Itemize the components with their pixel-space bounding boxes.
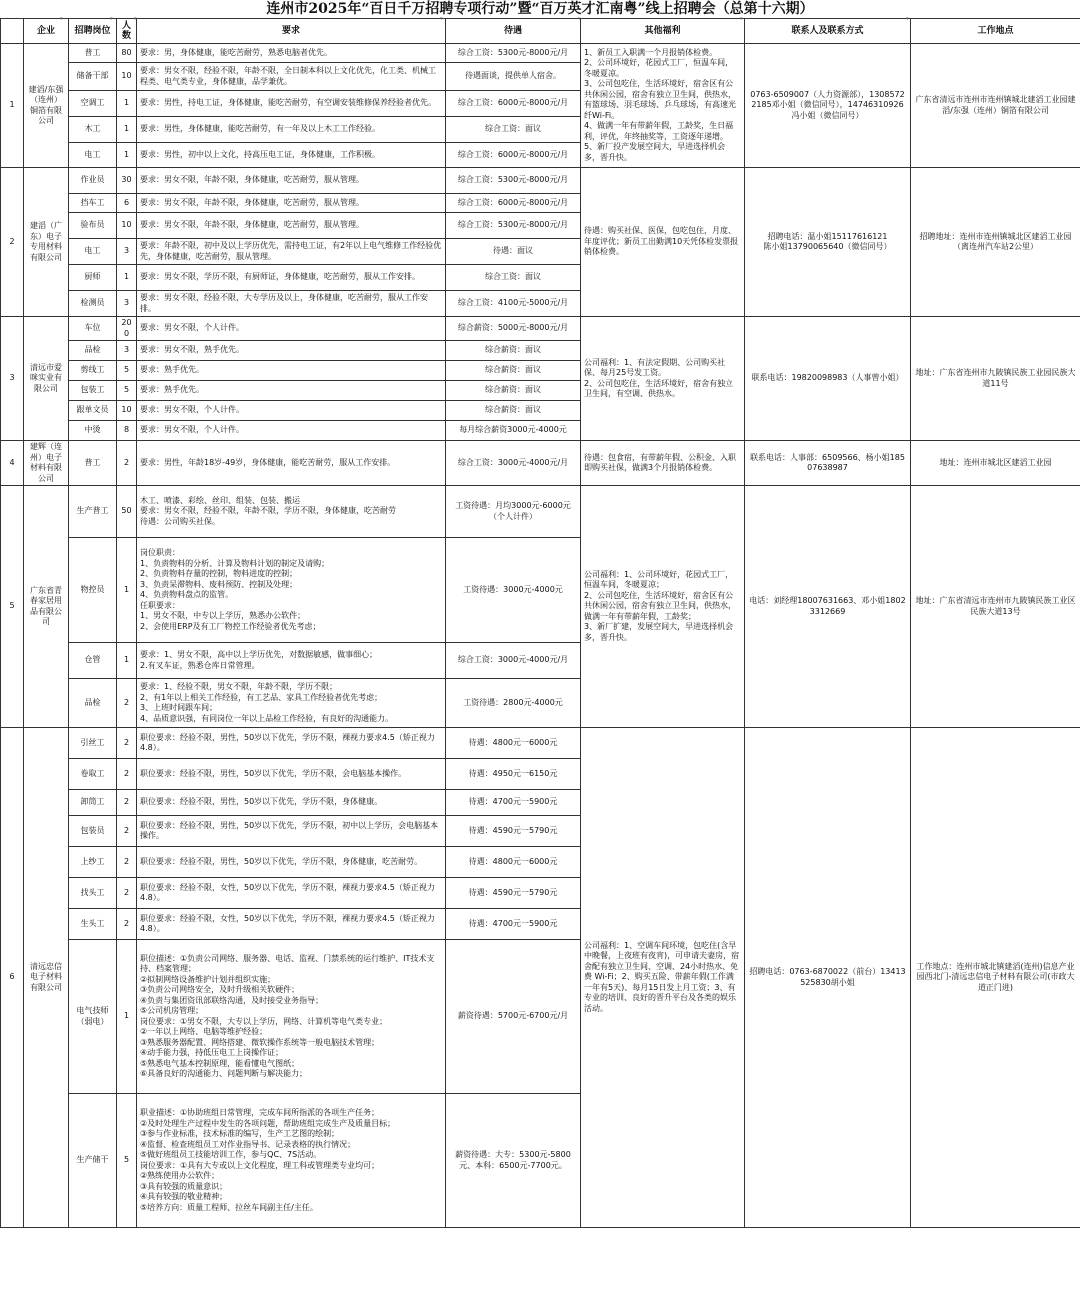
job-requirements: 要求：男女不限，个人计件。: [137, 421, 446, 441]
job-position: 检测员: [69, 291, 117, 317]
table-row: [1, 441, 1080, 486]
job-requirements: 职位要求：经验不限，男性，50岁以下优先，学历不限，身体健康，吃苦耐劳。: [137, 847, 446, 878]
job-position: 生产普工: [69, 486, 117, 538]
job-requirements: 要求：男女不限，年龄不限，身体健康，吃苦耐劳，服从管理。: [137, 194, 446, 213]
job-count: 2: [117, 816, 137, 847]
job-count: 5: [117, 1094, 137, 1228]
header-count: 人数: [117, 19, 137, 44]
table-row: [1, 317, 1080, 341]
job-pay: 综合工资：3000元-4000元/月: [446, 441, 581, 486]
job-count: 10: [117, 63, 137, 91]
filter-marker-icon[interactable]: ▾: [134, 16, 137, 22]
job-pay: 综合工资：6000元-8000元/月: [446, 143, 581, 168]
job-position: 验布员: [69, 213, 117, 239]
job-count: 3: [117, 291, 137, 317]
job-position: 空调工: [69, 91, 117, 117]
job-count: 2: [117, 790, 137, 816]
company-benefits: 待遇：包食宿，有带薪年假、公积金、入职即购买社保，做满3个月报销体检费。: [581, 441, 745, 486]
job-count: 2: [117, 728, 137, 759]
job-position: 卷取工: [69, 759, 117, 790]
job-count: 1: [117, 91, 137, 117]
job-pay: 工资待遇：月均3000元-6000元（个人计件）: [446, 486, 581, 538]
job-position: 包装员: [69, 816, 117, 847]
job-count: 2: [117, 878, 137, 909]
job-requirements: 木工、喷漆、彩绘、丝印、组装、包装、搬运 要求：男女不限，经验不限，年龄不限，学历不限，身体健康，吃苦耐劳 待遇：公司购买社保。: [137, 486, 446, 538]
job-pay: 待遇：4800元一6000元: [446, 728, 581, 759]
job-position: 包装工: [69, 381, 117, 401]
filter-marker-icon[interactable]: ▾: [440, 16, 443, 22]
job-count: 50: [117, 486, 137, 538]
company-name: 清远市爱咪实业有限公司: [24, 317, 69, 441]
job-position: 仓管: [69, 643, 117, 679]
job-pay: 综合工资：5300元-8000元/月: [446, 168, 581, 194]
job-pay: 综合工资：6000元-8000元/月: [446, 194, 581, 213]
row-number: 1: [1, 44, 24, 168]
job-pay: 综合工资：3000元-4000元/月: [446, 643, 581, 679]
company-location: 工作地点：连州市城北镇建滔(连州)信息产业园西北门-清远忠信电子材料有限公司(市政大道正门进): [911, 728, 1080, 1228]
job-count: 1: [117, 538, 137, 643]
job-count: 2: [117, 759, 137, 790]
job-requirements: 职位要求：经验不限，女性，50岁以下优先，学历不限，裸视力要求4.5（矫正视力4.8）。: [137, 909, 446, 940]
column-markers: [0, 10, 1080, 22]
job-requirements: 要求：年龄不限，初中及以上学历优先，需持电工证，有2年以上电气维修工作经验优先，身体健康，吃苦耐劳，服从管理。: [137, 239, 446, 265]
title-text: 连州市2025年“百日千万招聘专项行动”暨“百万英才汇南粤”线上招聘会（总第十六期）: [266, 1, 814, 17]
job-pay: 待遇：4700元一5900元: [446, 909, 581, 940]
job-requirements: 要求：男女不限，学历不限，有厨师证，身体健康，吃苦耐劳，服从工作安排。: [137, 265, 446, 291]
job-requirements: 职业描述：①协助班组日常管理，完成车间所指派的各项生产任务； ②及时处理生产过程中发生的各项问题，帮助班组完成生产及质量目标； ③参与作业标准，技术标准的编写，生产工艺图的绘制； ④监督、检查班组员工对作业指导书、记录表格的执行情况； ⑤做好班组员工技能培训工作，参与QC、7S活动。 岗位要求：①具有大专或以上文化程度，理工科或管理类专业均可； ②熟练使用办公软件； ③具有较强的质量意识； ④具有较强的敬业精神； ⑤培养方向：质量工程师、拉丝车间副主任/主任。: [137, 1094, 446, 1228]
job-requirements: 职位要求：经验不限，男性，50岁以下优先，学历不限，身体健康。: [137, 790, 446, 816]
header-position: 招聘岗位: [69, 19, 117, 44]
row-number: 4: [1, 441, 24, 486]
job-position: 引丝工: [69, 728, 117, 759]
job-requirements: 要求：男女不限，经验不限，年龄不限，全日制本科以上文化优先，化工类、机械工程类、电气类专业，身体健康，品学兼优。: [137, 63, 446, 91]
row-number: 3: [1, 317, 24, 441]
job-pay: 待遇：4950元一6150元: [446, 759, 581, 790]
job-position: 厨师: [69, 265, 117, 291]
job-position: 中烫: [69, 421, 117, 441]
job-requirements: 要求：男性，持电工证，身体健康，能吃苦耐劳，有空调安装维修保养经验者优先。: [137, 91, 446, 117]
job-position: 品检: [69, 341, 117, 361]
job-count: 5: [117, 361, 137, 381]
job-position: 木工: [69, 117, 117, 143]
company-contact: 联系电话：19820098983（人事曾小姐）: [745, 317, 911, 441]
job-pay: 薪资待遇：5700元-6700元/月: [446, 940, 581, 1094]
company-location: 广东省清远市连州市连州镇城北建滔工业园建滔/东强（连州）铜箔有限公司: [911, 44, 1080, 168]
company-location: 地址：广东省清远市连州市九陂镇民族工业区民族大道13号: [911, 486, 1080, 728]
header-benefits: 其他福利: [581, 19, 745, 44]
header-location: 工作地点: [911, 19, 1080, 44]
job-pay: 每月综合薪资3000元-4000元: [446, 421, 581, 441]
company-name: 建滔/东强（连州）铜箔有限公司: [24, 44, 69, 168]
job-position: 电气技师（弱电）: [69, 940, 117, 1094]
filter-marker-icon[interactable]: ▾: [740, 16, 743, 22]
job-pay: 综合薪资：面议: [446, 361, 581, 381]
job-pay: 待遇面谈，提供单人宿舍。: [446, 63, 581, 91]
table-row: [1, 44, 1080, 63]
company-contact: 联系电话：人事部：6509566、杨小姐18507638987: [745, 441, 911, 486]
job-requirements: 要求：男性，初中以上文化，持高压电工证，身体健康，工作积极。: [137, 143, 446, 168]
job-pay: 综合工资：5300元-8000元/月: [446, 44, 581, 63]
job-requirements: 要求：男性，身体健康，能吃苦耐劳，有一年及以上木工工作经验。: [137, 117, 446, 143]
job-position: 找头工: [69, 878, 117, 909]
job-count: 2: [117, 679, 137, 728]
job-count: 6: [117, 194, 137, 213]
filter-marker-icon[interactable]: ▾: [906, 16, 909, 22]
job-count: 10: [117, 401, 137, 421]
job-position: 跟单文员: [69, 401, 117, 421]
job-pay: 薪资待遇：大专：5300元-5800元、本科：6500元-7700元。: [446, 1094, 581, 1228]
job-requirements: 职位要求：经验不限，男性，50岁以下优先，学历不限，初中以上学历，会电脑基本操作。: [137, 816, 446, 847]
job-requirements: 职位要求：经验不限，男性，50岁以下优先，学历不限，会电脑基本操作。: [137, 759, 446, 790]
company-contact: 招聘电话：温小姐15117616121 陈小姐13790065640（微信同号）: [745, 168, 911, 317]
row-number: 2: [1, 168, 24, 317]
job-requirements: 要求：男女不限，年龄不限，身体健康，吃苦耐劳，服从管理。: [137, 168, 446, 194]
job-count: 1: [117, 940, 137, 1094]
job-pay: 待遇：4590元一5790元: [446, 816, 581, 847]
job-requirements: 职位要求：经验不限，男性，50岁以下优先，学历不限，裸视力要求4.5（矫正视力4.8）。: [137, 728, 446, 759]
job-pay: 待遇：4700元一5900元: [446, 790, 581, 816]
row-number: 5: [1, 486, 24, 728]
company-location: 招聘地址：连州市连州镇城北区建滔工业园 （离连州汽车站2公里）: [911, 168, 1080, 317]
table-row: [1, 486, 1080, 538]
header-pay: 待遇: [446, 19, 581, 44]
company-contact: 招聘电话：0763-6870022（前台）13413525830胡小姐: [745, 728, 911, 1228]
job-count: 80: [117, 44, 137, 63]
job-position: 剪线工: [69, 361, 117, 381]
job-count: 2: [117, 847, 137, 878]
company-name: 建滔（广东）电子专用材料有限公司: [24, 168, 69, 317]
page-title: [0, 0, 1080, 22]
filter-marker-icon[interactable]: ▾: [578, 16, 581, 22]
job-position: 普工: [69, 44, 117, 63]
job-position: 作业员: [69, 168, 117, 194]
header-company: 企业: [24, 19, 69, 44]
job-requirements: 岗位职责： 1、负责物料的分析、计算及物料计划的制定及请购； 2、负责物料存量的控制，物料进度的控制； 3、负责呆滞物料、废料预防、控制及处理； 4、负责物料盘点的监管。 任职要求： 1、男女不限，中专以上学历，熟悉办公软件； 2、会使用ERP及有工厂物控工作经验者优先考虑；: [137, 538, 446, 643]
job-pay: 工资待遇：3000元-4000元: [446, 538, 581, 643]
job-requirements: 要求：男女不限，个人计件。: [137, 317, 446, 341]
job-pay: 综合工资：4100元-5000元/月: [446, 291, 581, 317]
row-number: 6: [1, 728, 24, 1228]
header-contact: 联系人及联系方式: [745, 19, 911, 44]
job-position: 生产储干: [69, 1094, 117, 1228]
job-count: 1: [117, 643, 137, 679]
company-location: 地址：连州市城北区建滔工业园: [911, 441, 1080, 486]
company-benefits: 公司福利：1、空调车间环境，包吃住(含早中晚餐，上夜班有夜宵)，可申请夫妻房，宿舍配有独立卫生间、空调、24小时热水、免费 Wi-Fi；2、购买五险、带薪年假(工作满一年有5天)、每月15日发上月工资；3、有专业的培训、良好的晋升平台及各类的娱乐活动。: [581, 728, 745, 1228]
job-count: 3: [117, 341, 137, 361]
company-contact: 电话：刘经理18007631663、邓小姐18023312669: [745, 486, 911, 728]
job-requirements: 职位描述：①负责公司网络、服务器、电话、监视、门禁系统的运行维护、IT技术支持、档案管理； ②拟制网络设备维护计划并组织实施； ③负责公司网络安全，及时升级相关软硬件； ④负责与集团资讯部联络沟通，及时接受业务指导； ⑤公司机房管理； 岗位要求：①男女不限，大专以上学历，网络、计算机等电气类专业； ②一年以上网络、电脑等维护经验； ③熟悉服务器配置、网络搭建、微软操作系统等一般电脑技术管理； ④动手能力强，持低压电工上岗操作证； ⑤熟悉电气基本控制原理，能看懂电气图纸； ⑥具备良好的沟通能力、问题判断与解决能力；: [137, 940, 446, 1094]
job-requirements: 要求：男女不限，个人计件。: [137, 401, 446, 421]
job-count: 5: [117, 381, 137, 401]
job-position: 品检: [69, 679, 117, 728]
job-pay: 综合薪资：5000元-8000元/月: [446, 317, 581, 341]
company-contact: 0763-6509007（人力资源部），13085722185邓小姐（微信同号），14746310926冯小姐（微信同号）: [745, 44, 911, 168]
company-benefits: 1、新员工入职满一个月报销体检费。 2、公司环境好，花园式工厂，恒温车间，冬暖夏凉。 3、公司包吃住，生活环境好，宿舍区有公共休闲公园，宿舍有独立卫生间，供热水，有篮球场、羽毛球场、乒乓球场，有高速光纤Wi-Fi。 4、做满一年有带薪年假，工龄奖，生日福利，评优，年终抽奖等，工资逐年递增。 5、新厂投产发展空间大，早进选择机会多，晋升快。: [581, 44, 745, 168]
job-position: 电工: [69, 143, 117, 168]
job-pay: 工资待遇：2800元-4000元: [446, 679, 581, 728]
job-pay: 综合工资：6000元-8000元/月: [446, 91, 581, 117]
job-pay: 待遇：4800元一6000元: [446, 847, 581, 878]
job-position: 上纱工: [69, 847, 117, 878]
job-pay: 综合工资：5300元-8000元/月: [446, 213, 581, 239]
job-requirements: 要求：男女不限，经验不限，大专学历及以上，身体健康，吃苦耐劳，服从工作安排。: [137, 291, 446, 317]
job-position: 物控员: [69, 538, 117, 643]
header-row: [1, 19, 1080, 44]
job-pay: 综合薪资：面议: [446, 401, 581, 421]
job-requirements: 要求：男，身体健康，能吃苦耐劳，熟悉电脑者优先。: [137, 44, 446, 63]
job-position: 车位: [69, 317, 117, 341]
header-no: [1, 19, 24, 44]
company-name: 建辉（连州）电子材料有限公司: [24, 441, 69, 486]
job-position: 挡车工: [69, 194, 117, 213]
job-requirements: 要求：1、男女不限，高中以上学历优先，对数据敏感，做事细心； 2.有叉车证，熟悉仓库日常管理。: [137, 643, 446, 679]
job-count: 10: [117, 213, 137, 239]
company-benefits: 公司福利：1、公司环境好，花园式工厂，恒温车间，冬暖夏凉； 2、公司包吃住，生活环境好，宿舍区有公共休闲公园，宿舍有独立卫生间，供热水，做满一年有带薪年假，工龄奖； 3、新厂扩建，发展空间大，早进选择机会多，晋升快。: [581, 486, 745, 728]
job-count: 200: [117, 317, 137, 341]
job-requirements: 要求：1、经验不限，男女不限，年龄不限，学历不限； 2、有1年以上相关工作经验，有工艺品、家具工作经验者优先考虑； 3、上班时间跟车间； 4、品质意识强，有同岗位一年以上品检工作经验，有良好的沟通能力。: [137, 679, 446, 728]
job-requirements: 职位要求：经验不限，女性，50岁以下优先，学历不限，裸视力要求4.5（矫正视力4.8）。: [137, 878, 446, 909]
job-requirements: 要求：男女不限，熟手优先。: [137, 341, 446, 361]
company-benefits: 待遇：购买社保、医保，包吃包住，月度、年度评优；新员工出勤满10天凭体检发票报销体检费。: [581, 168, 745, 317]
job-count: 2: [117, 909, 137, 940]
company-location: 地址：广东省连州市九陂镇民族工业园民族大道11号: [911, 317, 1080, 441]
job-table: [0, 18, 1080, 1228]
job-pay: 综合工资：面议: [446, 117, 581, 143]
filter-marker-icon[interactable]: ▾: [110, 16, 113, 22]
job-requirements: 要求：熟手优先。: [137, 361, 446, 381]
job-pay: 综合薪资：面议: [446, 341, 581, 361]
job-position: 生头工: [69, 909, 117, 940]
job-pay: 待遇：4590元一5790元: [446, 878, 581, 909]
job-count: 30: [117, 168, 137, 194]
job-count: 8: [117, 421, 137, 441]
job-count: 1: [117, 265, 137, 291]
filter-marker-icon[interactable]: ▾: [60, 16, 63, 22]
company-name: 广东省青春家居用品有限公司: [24, 486, 69, 728]
company-name: 清远忠信电子材料有限公司: [24, 728, 69, 1228]
job-position: 卸筒工: [69, 790, 117, 816]
job-position: 储备干部: [69, 63, 117, 91]
job-requirements: 要求：男性，年龄18岁-49岁，身体健康，能吃苦耐劳，服从工作安排。: [137, 441, 446, 486]
job-pay: 综合薪资：面议: [446, 381, 581, 401]
job-position: 普工: [69, 441, 117, 486]
job-count: 3: [117, 239, 137, 265]
job-pay: 待遇：面议: [446, 239, 581, 265]
table-row: [1, 728, 1080, 759]
header-requirements: 要求: [137, 19, 446, 44]
company-benefits: 公司福利：1、有法定假期、公司购买社保、每月25号发工资。 2、公司包吃住，生活环境好，宿舍有独立卫生间，有空调、供热水。: [581, 317, 745, 441]
job-count: 1: [117, 117, 137, 143]
job-count: 1: [117, 143, 137, 168]
job-requirements: 要求：男女不限，年龄不限，身体健康，吃苦耐劳，服从管理。: [137, 213, 446, 239]
job-requirements: 要求：熟手优先。: [137, 381, 446, 401]
job-position: 电工: [69, 239, 117, 265]
job-count: 2: [117, 441, 137, 486]
job-pay: 综合工资：面议: [446, 265, 581, 291]
table-row: [1, 168, 1080, 194]
